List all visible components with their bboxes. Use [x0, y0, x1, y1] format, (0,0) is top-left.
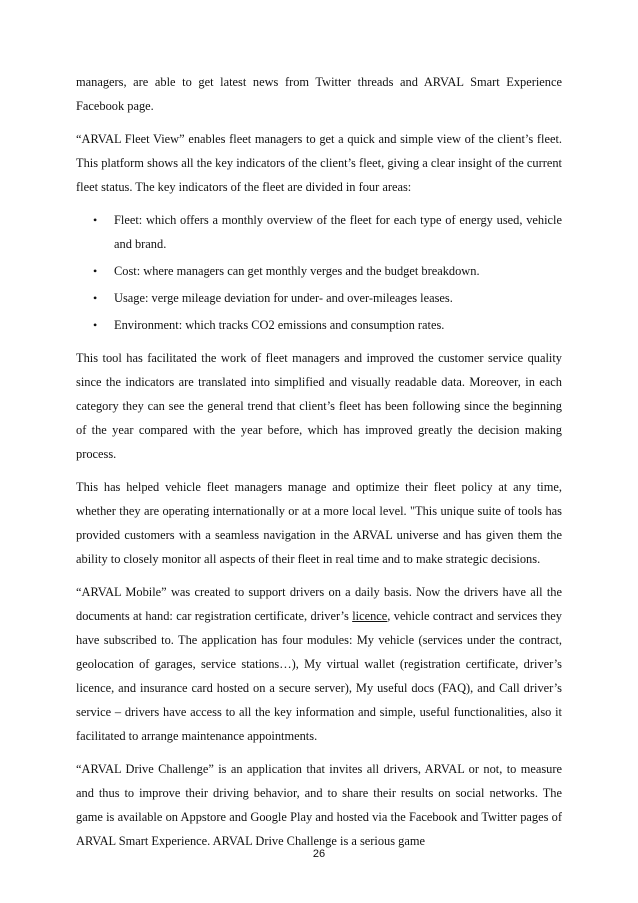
paragraph-fleet-view: “ARVAL Fleet View” enables fleet managers to get a quick and simple view of the client’s fleet. This platform shows all the key indicators of the client’s fleet, giving a clear insight of the current fleet status. The key indicators of the fleet are divided in four areas: [76, 132, 562, 194]
key-indicators-list [76, 208, 562, 337]
paragraph-tool-benefits: This tool has facilitated the work of fleet managers and improved the customer service quality since the indicators are translated into simplified and visually readable data. Moreover, in each category they can see the general trend that client’s fleet has been following since the beginning of the year compared with the year before, which has improved greatly the decision making process. [76, 351, 562, 461]
list-item [76, 208, 562, 256]
bullet-icon: • [93, 264, 98, 278]
list-item-text: Fleet: which offers a monthly overview of the fleet for each type of energy used, vehicle and brand. [114, 213, 562, 251]
page-number: 26 [312, 848, 326, 860]
list-item [76, 313, 562, 337]
list-item-text: Environment: which tracks CO2 emissions and consumption rates. [114, 318, 445, 332]
list-item [76, 259, 562, 283]
list-item-text: Cost: where managers can get monthly verges and the budget breakdown. [114, 264, 480, 278]
list-item [76, 286, 562, 310]
paragraph-drive-challenge: “ARVAL Drive Challenge” is an application that invites all drivers, ARVAL or not, to measure and thus to improve their driving behavior, and to share their results on social networks. The game is available on Appstore and Google Play and hosted via the Facebook and Twitter pages of ARVAL Smart Experience. ARVAL Drive Challenge is a serious game [76, 762, 562, 848]
bullet-icon: • [93, 213, 98, 227]
list-item-text: Usage: verge mileage deviation for under- and over-mileages leases. [114, 291, 453, 305]
bullet-icon: • [93, 318, 98, 332]
paragraph-arval-mobile-part-1: “ARVAL Mobile” was created to support drivers on a daily basis. Now the drivers have all the documents at hand: car registration certificate, driver’s [76, 585, 562, 623]
underlined-word-licence: licence [352, 609, 388, 623]
paragraph-fleet-policy: This has helped vehicle fleet managers manage and optimize their fleet policy at any time, whether they are operating internationally or at a more local level. "This unique suite of tools has provided customers with a seamless navigation in the ARVAL universe and has given them the ability to closely monitor all aspects of their fleet in real time and to make strategic decisions. [76, 480, 562, 566]
paragraph-arval-mobile [76, 580, 562, 748]
page-body [76, 70, 562, 862]
paragraph-arval-mobile-part-2: , vehicle contract and services they have subscribed to. The application has four modules: My vehicle (services under the contract, geolocation of garages, service stations…), My virtual wallet (registration certificate, driver’s licence, and insurance card hosted on a secure server), My useful docs (FAQ), and Call driver’s service – drivers have access to all the key information and simple, useful functionalities, also it facilitated to arrange maintenance appointments. [76, 609, 562, 743]
paragraph-1: managers, are able to get latest news from Twitter threads and ARVAL Smart Experience Facebook page. [76, 75, 562, 113]
bullet-icon: • [93, 291, 98, 305]
